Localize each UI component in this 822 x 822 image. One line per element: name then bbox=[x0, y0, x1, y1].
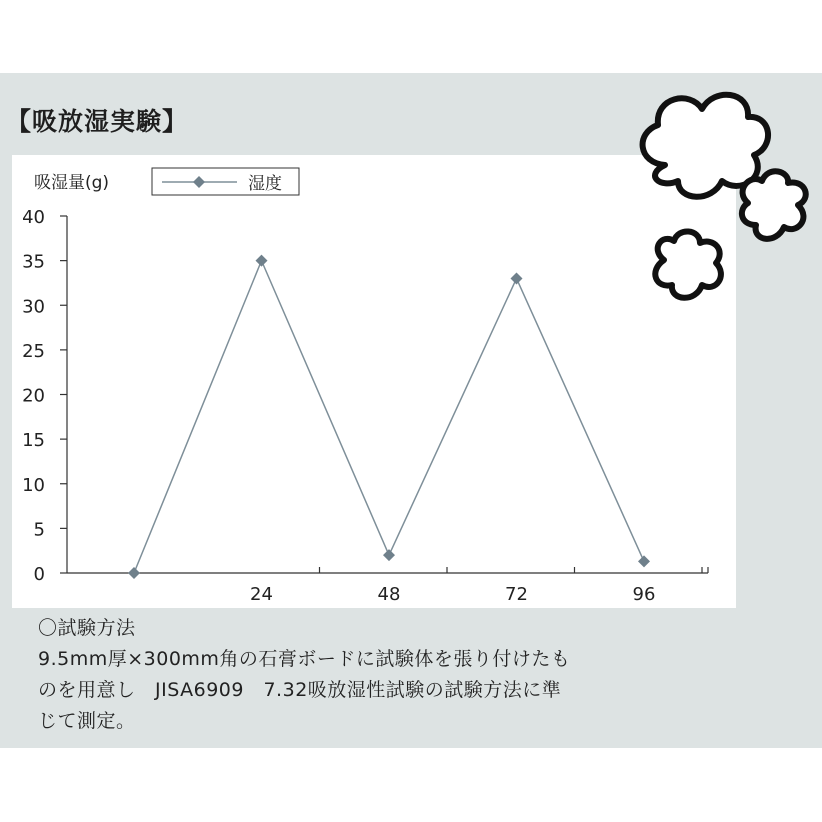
y-tick-label: 25 bbox=[22, 340, 45, 362]
legend bbox=[152, 168, 299, 195]
data-point bbox=[256, 255, 268, 267]
y-tick-label: 10 bbox=[22, 474, 45, 496]
y-tick-label: 30 bbox=[22, 296, 45, 318]
y-tick-label: 0 bbox=[33, 564, 45, 585]
y-tick-label: 15 bbox=[22, 430, 45, 452]
axes bbox=[22, 207, 708, 605]
y-tick-label: 5 bbox=[33, 519, 45, 541]
x-tick-label: 24 bbox=[250, 584, 273, 605]
legend-label: 湿度 bbox=[248, 174, 282, 194]
cloud-bottom bbox=[655, 231, 721, 297]
series-humidity bbox=[128, 255, 650, 579]
y-tick-label: 35 bbox=[22, 251, 45, 273]
method-line: じて測定。 bbox=[38, 710, 136, 732]
data-point bbox=[128, 567, 140, 579]
test-method bbox=[38, 613, 570, 737]
x-tick-label: 96 bbox=[632, 584, 656, 605]
method-heading: 〇試験方法 bbox=[38, 617, 136, 639]
line-chart bbox=[12, 155, 736, 608]
x-tick-label: 48 bbox=[377, 584, 401, 605]
chart-area bbox=[12, 155, 736, 608]
data-point bbox=[383, 549, 395, 561]
data-point bbox=[511, 272, 523, 284]
cloud-right bbox=[742, 171, 806, 239]
y-axis-label: 吸湿量(g) bbox=[34, 173, 110, 193]
method-line: のを用意し JISA6909 7.32吸放湿性試験の試験方法に準 bbox=[38, 679, 562, 701]
x-tick-label: 72 bbox=[505, 584, 528, 605]
steam-cloud-icon bbox=[630, 85, 822, 330]
data-point bbox=[638, 555, 650, 567]
section-title: 【吸放湿実験】 bbox=[6, 107, 189, 136]
method-line: 9.5mm厚×300mm角の石膏ボードに試験体を張り付けたも bbox=[38, 648, 571, 670]
series-line bbox=[134, 261, 644, 573]
y-tick-label: 40 bbox=[22, 207, 45, 228]
y-tick-label: 20 bbox=[22, 385, 45, 407]
